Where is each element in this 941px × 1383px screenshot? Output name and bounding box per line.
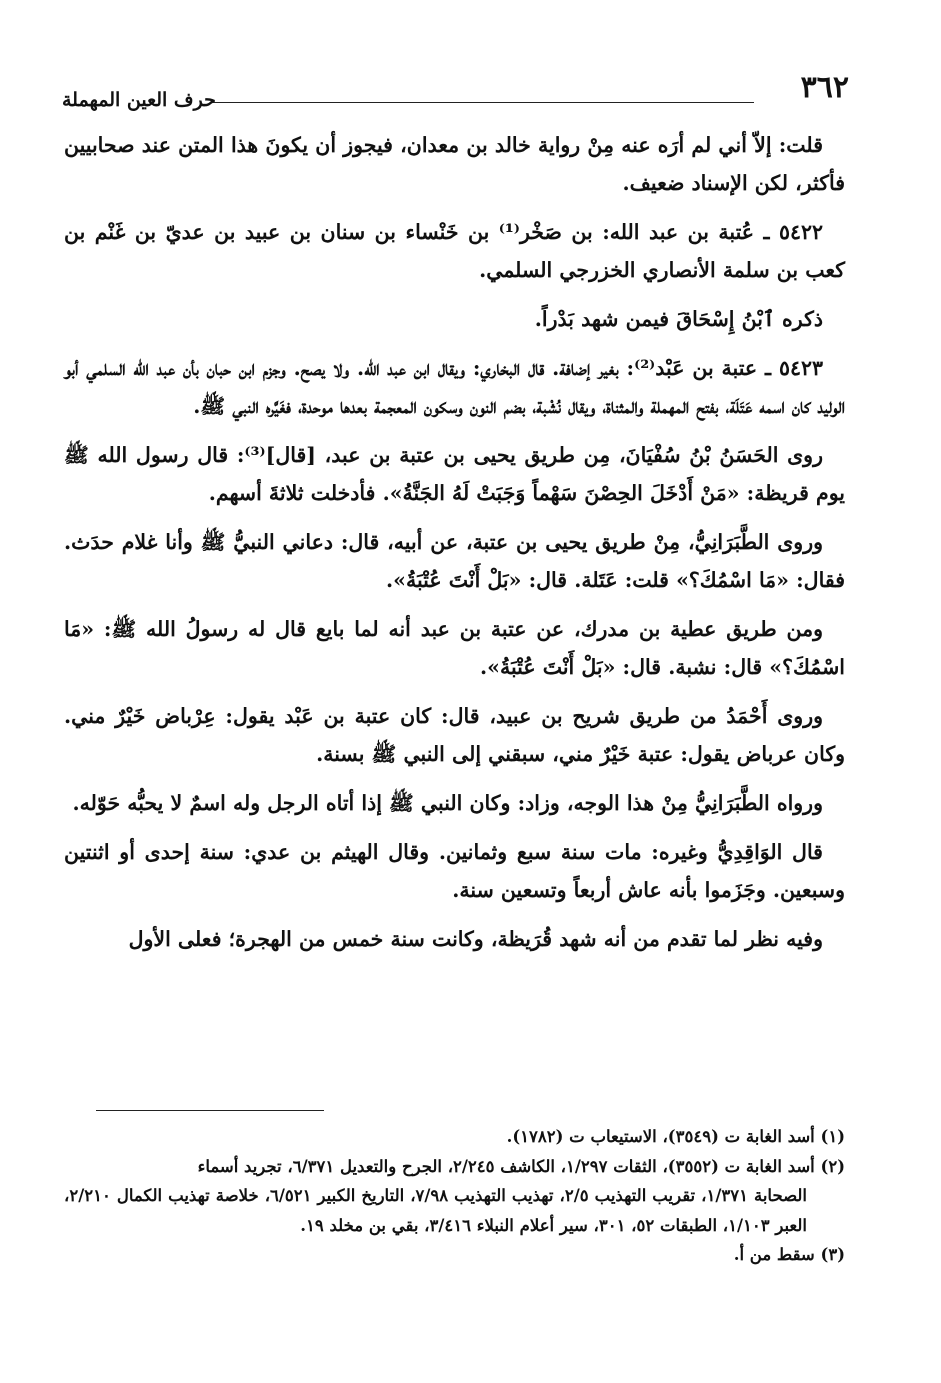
paragraph: وفيه نظر لما تقدم من أنه شهد قُرَيظة، وكانت سنة خمس من الهجرة؛ فعلى الأول	[128, 927, 823, 951]
paragraph: وروى الطَّبَرَانِيُّ، مِنْ طريق يحيى بن عتبة، عن أبيه، قال: دعاني النبيُّ ﷺ وأنا غلام حدَث. فقال: «مَا اسْمُكَ؟» قلت: عَتَلة. قال: «بَلْ أَنْتَ عُتْبَةُ».	[64, 530, 845, 592]
footnote-rule	[96, 1110, 324, 1111]
paragraph: روى الحَسَنُ بْنُ سُفْيَانَ، مِن طريق يحيى بن عتبة بن عبد، [قال]⁽³⁾: قال رسول الله ﷺ يوم قريظة: «مَنْ أَدْخَلَ الحِصْنَ سَهْماً وَجَبَتْ لَهُ الجَنَّةُ». فأدخلت ثلاثةَ أسهم.	[64, 443, 845, 505]
paragraph: وروى أَحْمَدُ من طريق شريح بن عبيد، قال: كان عتبة بن عَبْد يقول: عِرْباض خَيْرٌ مني. وكان عرباض يقول: عتبة خَيْرٌ مني، سبقني إلى النبي ﷺ بسنة.	[64, 704, 845, 766]
entry-5422: ٥٤٢٢ ـ عُتبة بن عبد الله: بن صَخْر⁽¹⁾ بن خَنْساء بن سنان بن عبيد بن عديّ بن غَنْم بن كعب بن سلمة الأنصاري الخزرجي السلمي.	[64, 220, 845, 282]
main-text	[64, 126, 845, 958]
footnote-2-continuation: الصحابة ١/٣٧١، تقريب التهذيب ٢/٥، تهذيب التهذيب ٧/٩٨، التاريخ الكبير ٦/٥٢١، خلاصة تهذيب الكمال ٢/٢١٠، العبر ١/١٠٣، الطبقات ٥٢، ٣٠١، سير أعلام النبلاء ٣/٤١٦، بقي بن مخلد ١٩.	[64, 1186, 808, 1235]
paragraph: ومن طريق عطية بن مدرك، عن عتبة بن عبد أنه لما بايع قال له رسولُ الله ﷺ: «مَا اسْمُكَ؟» قال: نشبة. قال: «بَلْ أَنْتَ عُتْبَةُ».	[64, 617, 845, 679]
paragraph: قلت: إلاّ أني لم أرَه عنه مِنْ رواية خالد بن معدان، فيجوز أن يكونَ هذا المتن عند صحابيين فأكثر، لكن الإسناد ضعيف.	[64, 133, 845, 195]
paragraph: قال الوَاقِدِيُّ وغيره: مات سنة سبع وثمانين. وقال الهيثم بن عدي: سنة إحدى أو اثنتين وسبعين. وجَزَموا بأنه عاش أربعاً وتسعين سنة.	[64, 840, 845, 902]
footnote-3: (٣) سقط من أ.	[733, 1245, 845, 1264]
paragraph: ورواه الطَّبَرَانِيُّ مِنْ هذا الوجه، وزاد: وكان النبي ﷺ إذا أتاه الرجل وله اسمٌ لا يحبُّه حَوّله.	[72, 791, 823, 815]
page-number: ٣٦٢	[800, 70, 849, 105]
footnote-1: (١) أسد الغابة ت (٣٥٤٩)، الاستيعاب ت (١٧٨٢).	[506, 1127, 845, 1146]
paragraph: ذكره ٱبْنُ إِسْحَاقَ فيمن شهد بَدْراً.	[534, 307, 823, 331]
footnotes	[64, 1122, 845, 1270]
section-title: حرف العين المهملة	[62, 89, 216, 111]
entry-5423: ٥٤٢٣ ـ عتبة بن عَبْد⁽²⁾: بغير إضافة. قال البخاري: ويقال ابن عبد الله. ولا يصح. وجزم ابن حبان بأن عبد الله السلمي أبو الوليد كان اسمه عَتَلَة، بفتح المهملة والمثناة، ويقال نُشْبة، بضم النون وسكون المعجمة بعدها موحدة، فغَيَّره النبي ﷺ.	[64, 356, 845, 418]
footnote-2: (٢) أسد الغابة ت (٣٥٥٢)، الثقات ١/٢٩٧، الكاشف ٢/٢٤٥، الجرح والتعديل ٦/٣٧١، تجريد أسماء	[197, 1156, 845, 1176]
header-rule	[210, 102, 754, 103]
running-header	[62, 70, 849, 110]
